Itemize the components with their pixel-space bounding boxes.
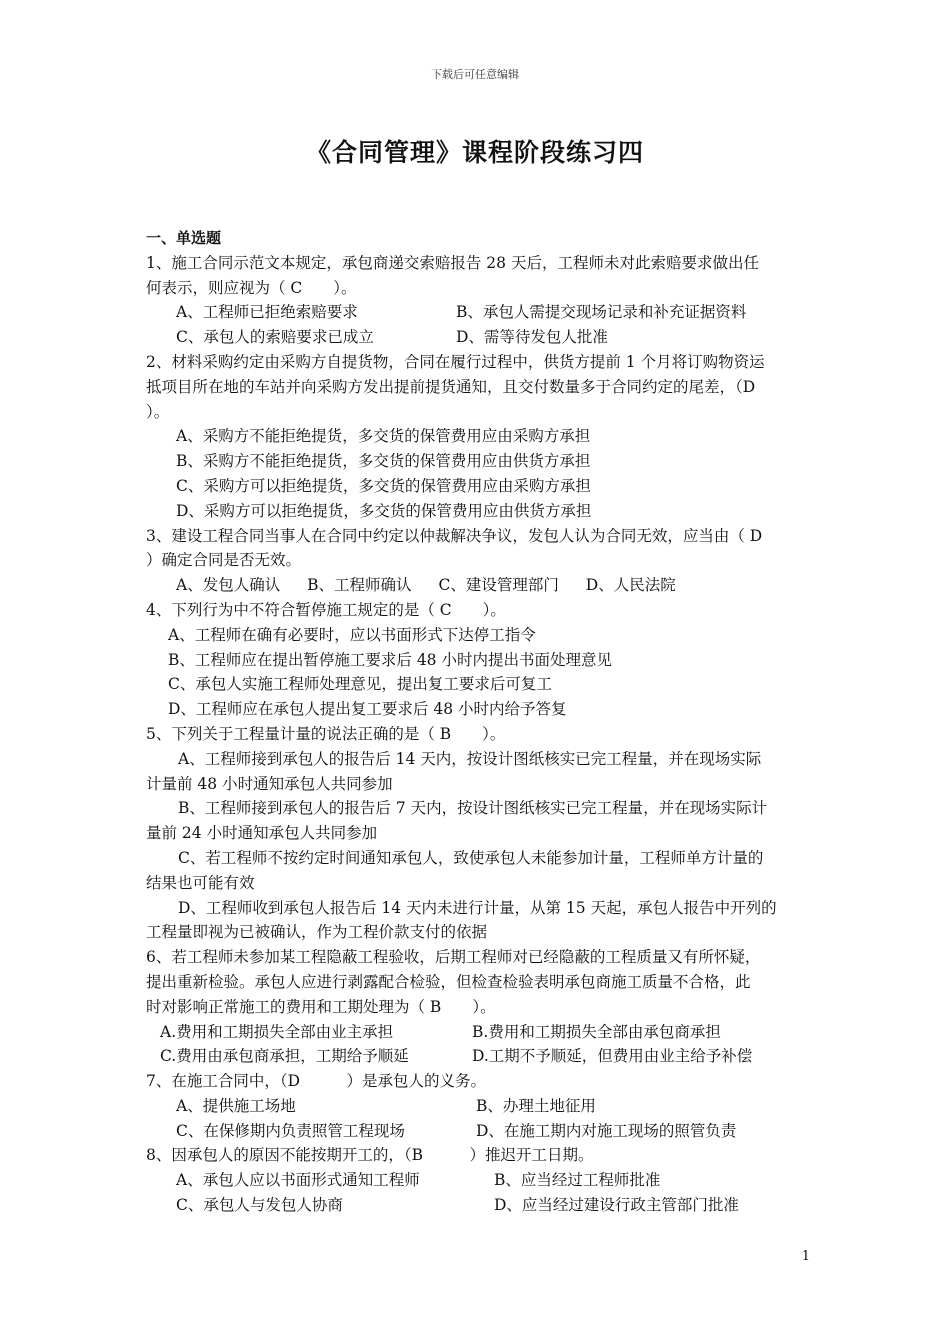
stem-line: 7、在施工合同中，（D ）是承包人的义务。 xyxy=(146,1072,487,1091)
question-stem xyxy=(146,251,806,301)
option-line: A、工程师接到承包人的报告后 14 天内，按设计图纸核实已完工程量，并在现场实际 xyxy=(178,749,762,768)
option-b: B、应当经过工程师批准 xyxy=(494,1171,661,1190)
stem-line: ）确定合同是否无效。 xyxy=(146,551,302,570)
stem-line: 何表示，则应视为（ C ）。 xyxy=(146,278,357,297)
option-list xyxy=(146,623,806,722)
question-1 xyxy=(146,251,806,350)
option-c: C、在保修期内负责照管工程现场 xyxy=(176,1121,405,1140)
question-stem xyxy=(146,350,806,424)
question-stem xyxy=(146,1069,806,1094)
document-body xyxy=(146,226,806,1218)
stem-line: 抵项目所在地的车站并向采购方发出提前提货通知，且交付数量多于合同约定的尾差，（D xyxy=(146,377,756,396)
stem-line: 时对影响正常施工的费用和工期处理为（ B ）。 xyxy=(146,997,496,1016)
option-a: A、承包人应以书面形式通知工程师 xyxy=(176,1171,420,1190)
stem-line: 8、因承包人的原因不能按期开工的，（B ）推迟开工日期。 xyxy=(146,1146,594,1165)
option-b: B、工程师应在提出暂停施工要求后 48 小时内提出书面处理意见 xyxy=(168,650,612,669)
option-b: B、承包人需提交现场记录和补充证据资料 xyxy=(456,303,747,322)
document-title: 《合同管理》课程阶段练习四 xyxy=(305,138,644,167)
option-a xyxy=(146,747,806,797)
option-d: D、工程师应在承包人提出复工要求后 48 小时内给予答复 xyxy=(168,700,567,719)
section-heading: 一、单选题 xyxy=(146,229,222,247)
option-c: C、建设管理部门 xyxy=(438,576,559,595)
question-stem xyxy=(146,1143,806,1168)
option-a: A、采购方不能拒绝提货，多交货的保管费用应由采购方承担 xyxy=(176,427,591,446)
option-d xyxy=(146,896,806,946)
question-stem xyxy=(146,722,806,747)
question-6 xyxy=(146,945,806,1069)
option-line: 计量前 48 小时通知承包人共同参加 xyxy=(146,774,393,793)
option-b: B.费用和工期损失全部由承包商承担 xyxy=(472,1022,721,1041)
option-line: C、若工程师不按约定时间通知承包人，致使承包人未能参加计量，工程师单方计量的 xyxy=(178,848,764,867)
option-list xyxy=(146,1094,806,1144)
option-b: B、采购方不能拒绝提货，多交货的保管费用应由供货方承担 xyxy=(176,452,591,471)
option-c: C.费用由承包商承担，工期给予顺延 xyxy=(160,1047,409,1066)
option-c: C、承包人实施工程师处理意见，提出复工要求后可复工 xyxy=(168,675,552,694)
option-a: A、发包人确认 xyxy=(176,576,281,595)
option-line: 结果也可能有效 xyxy=(146,873,255,892)
option-d: D、应当经过建设行政主管部门批准 xyxy=(494,1196,739,1215)
option-d: D、人民法院 xyxy=(585,576,676,595)
question-stem xyxy=(146,524,806,574)
stem-line: 6、若工程师未参加某工程隐蔽工程验收，后期工程师对已经隐蔽的工程质量又有所怀疑， xyxy=(146,948,761,967)
stem-line: 5、下列关于工程量计量的说法正确的是（ B ）。 xyxy=(146,724,506,743)
option-a: A.费用和工期损失全部由业主承担 xyxy=(160,1022,394,1041)
stem-line: 提出重新检验。承包人应进行剥露配合检验，但检查检验表明承包商施工质量不合格，此 xyxy=(146,972,751,991)
option-d: D、在施工期内对施工现场的照管负责 xyxy=(476,1121,737,1140)
option-c: C、承包人与发包人协商 xyxy=(176,1196,343,1215)
question-stem xyxy=(146,598,806,623)
option-line: 工程量即视为已被确认，作为工程价款支付的依据 xyxy=(146,923,488,942)
option-d: D.工期不予顺延，但费用由业主给予补偿 xyxy=(472,1047,753,1066)
option-a: A、工程师已拒绝索赔要求 xyxy=(176,303,358,322)
question-8 xyxy=(146,1143,806,1217)
option-b xyxy=(146,796,806,846)
question-7 xyxy=(146,1069,806,1143)
question-2 xyxy=(146,350,806,524)
question-4 xyxy=(146,598,806,722)
question-3 xyxy=(146,524,806,598)
option-list xyxy=(146,424,806,523)
option-list xyxy=(146,747,806,945)
option-line: 量前 24 小时通知承包人共同参加 xyxy=(146,824,378,843)
option-list xyxy=(146,1020,806,1070)
stem-line: ）。 xyxy=(146,402,170,421)
option-d: D、采购方可以拒绝提货，多交货的保管费用应由供货方承担 xyxy=(176,501,592,520)
option-c: C、采购方可以拒绝提货，多交货的保管费用应由采购方承担 xyxy=(176,476,591,495)
stem-line: 1、施工合同示范文本规定，承包商递交索赔报告 28 天后，工程师未对此索赔要求做出任 xyxy=(146,253,759,272)
header-note: 下载后可任意编辑 xyxy=(431,68,519,81)
option-b: B、工程师确认 xyxy=(307,576,412,595)
page-number: 1 xyxy=(801,1249,810,1264)
option-b: B、办理土地征用 xyxy=(476,1096,596,1115)
option-d: D、需等待发包人批准 xyxy=(456,328,608,347)
option-a: A、工程师在确有必要时，应以书面形式下达停工指令 xyxy=(168,625,536,644)
option-line: D、工程师收到承包人报告后 14 天内未进行计量，从第 15 天起，承包人报告中开列的 xyxy=(178,898,777,917)
stem-line: 3、建设工程合同当事人在合同中约定以仲裁解决争议，发包人认为合同无效，应当由（ D xyxy=(146,526,763,545)
stem-line: 4、下列行为中不符合暂停施工规定的是（ C ）。 xyxy=(146,600,506,619)
stem-line: 2、材料采购约定由采购方自提货物，合同在履行过程中，供货方提前 1 个月将订购物资运 xyxy=(146,352,765,371)
option-c xyxy=(146,846,806,896)
option-a: A、提供施工场地 xyxy=(176,1096,296,1115)
option-list xyxy=(146,300,806,350)
question-stem xyxy=(146,945,806,1019)
option-list xyxy=(146,573,806,598)
option-line: B、工程师接到承包人的报告后 7 天内，按设计图纸核实已完工程量，并在现场实际计 xyxy=(178,799,768,818)
option-list xyxy=(146,1168,806,1218)
question-5 xyxy=(146,722,806,945)
option-c: C、承包人的索赔要求已成立 xyxy=(176,328,374,347)
